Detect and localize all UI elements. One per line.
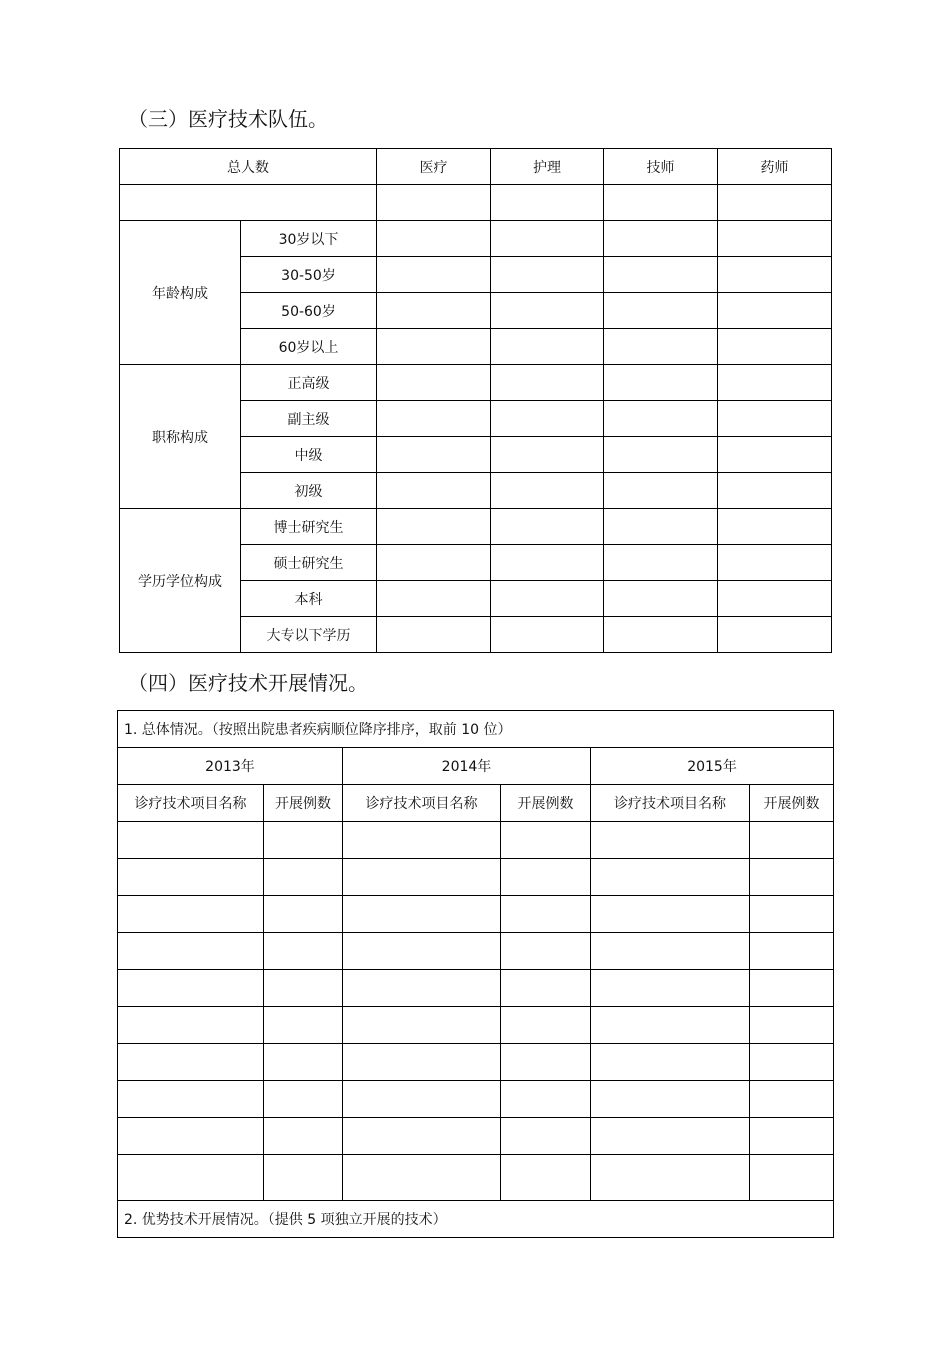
- input-cell[interactable]: [377, 257, 491, 293]
- input-cell[interactable]: [750, 1081, 834, 1118]
- table-row: [118, 859, 834, 896]
- table-row: [118, 970, 834, 1007]
- table-row: [118, 1044, 834, 1081]
- row-label-cell: 30岁以下: [241, 221, 377, 257]
- input-cell[interactable]: [377, 329, 491, 365]
- input-cell[interactable]: [491, 401, 604, 437]
- table-row: [120, 365, 832, 401]
- input-cell[interactable]: [718, 581, 832, 617]
- input-cell[interactable]: [491, 185, 604, 221]
- input-cell[interactable]: [604, 329, 718, 365]
- row-label-cell: 大专以下学历: [241, 617, 377, 653]
- input-cell[interactable]: [591, 970, 750, 1007]
- input-cell[interactable]: [604, 293, 718, 329]
- input-cell[interactable]: [343, 1007, 501, 1044]
- input-cell[interactable]: [750, 1118, 834, 1155]
- input-cell[interactable]: [264, 970, 343, 1007]
- row-label-cell: 初级: [241, 473, 377, 509]
- table-row: [118, 1155, 834, 1201]
- year-header-cell: 2013年: [118, 748, 343, 785]
- table-row: [118, 1007, 834, 1044]
- input-cell[interactable]: [377, 617, 491, 653]
- header-row: [120, 149, 832, 185]
- table-row: [120, 509, 832, 545]
- input-cell[interactable]: [718, 185, 832, 221]
- input-cell[interactable]: [343, 1081, 501, 1118]
- input-cell[interactable]: [604, 437, 718, 473]
- input-cell[interactable]: [491, 365, 604, 401]
- input-cell[interactable]: [118, 1118, 264, 1155]
- advantage-note-row: [118, 1201, 834, 1238]
- row-label-cell: 正高级: [241, 365, 377, 401]
- overall-note-cell: 1. 总体情况。（按照出院患者疾病顺位降序排序，取前 10 位）: [118, 711, 834, 748]
- input-cell[interactable]: [264, 859, 343, 896]
- table-row: [120, 221, 832, 257]
- input-cell[interactable]: [591, 1044, 750, 1081]
- input-cell[interactable]: [750, 859, 834, 896]
- input-cell[interactable]: [118, 933, 264, 970]
- table-row: [118, 1081, 834, 1118]
- input-cell[interactable]: [591, 933, 750, 970]
- year-header-cell: 2014年: [343, 748, 591, 785]
- input-cell[interactable]: [604, 365, 718, 401]
- input-cell[interactable]: [118, 1044, 264, 1081]
- group-label-cell: 学历学位构成: [120, 509, 241, 653]
- input-cell[interactable]: [591, 859, 750, 896]
- input-cell[interactable]: [491, 257, 604, 293]
- input-cell[interactable]: [377, 401, 491, 437]
- input-cell[interactable]: [264, 896, 343, 933]
- total-header-cell: 总人数: [120, 149, 377, 185]
- table-row: [118, 1118, 834, 1155]
- input-cell[interactable]: [264, 822, 343, 859]
- column-header-cell: 护理: [491, 149, 604, 185]
- tech-development-table: [117, 710, 834, 1238]
- input-cell[interactable]: [750, 970, 834, 1007]
- input-cell[interactable]: [591, 1081, 750, 1118]
- column-header-cell: 医疗: [377, 149, 491, 185]
- input-cell[interactable]: [501, 1081, 591, 1118]
- input-cell[interactable]: [718, 257, 832, 293]
- input-cell[interactable]: [343, 1044, 501, 1081]
- row-label-cell: 50-60岁: [241, 293, 377, 329]
- row-label-cell: 本科: [241, 581, 377, 617]
- input-cell[interactable]: [377, 185, 491, 221]
- row-label-cell: 60岁以上: [241, 329, 377, 365]
- input-cell[interactable]: [501, 933, 591, 970]
- input-cell[interactable]: [501, 822, 591, 859]
- input-cell[interactable]: [718, 221, 832, 257]
- input-cell[interactable]: [491, 545, 604, 581]
- input-cell[interactable]: [501, 1118, 591, 1155]
- input-cell[interactable]: [604, 473, 718, 509]
- table-row: [118, 896, 834, 933]
- overall-note-row: [118, 711, 834, 748]
- input-cell[interactable]: [264, 1118, 343, 1155]
- input-cell[interactable]: [604, 617, 718, 653]
- input-cell[interactable]: [718, 293, 832, 329]
- input-cell[interactable]: [604, 257, 718, 293]
- advantage-note-cell: 2. 优势技术开展情况。（提供 5 项独立开展的技术）: [118, 1201, 834, 1238]
- input-cell[interactable]: [118, 1081, 264, 1118]
- input-cell[interactable]: [118, 859, 264, 896]
- input-cell[interactable]: [264, 1081, 343, 1118]
- input-cell[interactable]: [491, 473, 604, 509]
- input-cell[interactable]: [750, 1007, 834, 1044]
- row-label-cell: 30-50岁: [241, 257, 377, 293]
- input-cell[interactable]: [491, 293, 604, 329]
- input-cell[interactable]: [377, 581, 491, 617]
- input-cell[interactable]: [604, 509, 718, 545]
- input-cell[interactable]: [591, 896, 750, 933]
- input-cell[interactable]: [750, 1044, 834, 1081]
- input-cell[interactable]: [377, 221, 491, 257]
- input-cell[interactable]: [491, 329, 604, 365]
- input-cell[interactable]: [118, 822, 264, 859]
- input-cell[interactable]: [501, 1007, 591, 1044]
- row-label-cell: 博士研究生: [241, 509, 377, 545]
- input-cell[interactable]: [120, 185, 377, 221]
- input-cell[interactable]: [501, 896, 591, 933]
- input-cell[interactable]: [750, 822, 834, 859]
- input-cell[interactable]: [264, 1155, 343, 1201]
- row-label-cell: 副主级: [241, 401, 377, 437]
- input-cell[interactable]: [491, 581, 604, 617]
- input-cell[interactable]: [377, 365, 491, 401]
- input-cell[interactable]: [343, 1118, 501, 1155]
- input-cell[interactable]: [377, 545, 491, 581]
- column-header-cell: 药师: [718, 149, 832, 185]
- input-cell[interactable]: [491, 509, 604, 545]
- input-cell[interactable]: [604, 401, 718, 437]
- case-count-header-cell: 开展例数: [501, 785, 591, 822]
- input-cell[interactable]: [501, 1044, 591, 1081]
- input-cell[interactable]: [718, 617, 832, 653]
- input-cell[interactable]: [377, 509, 491, 545]
- input-cell[interactable]: [591, 1007, 750, 1044]
- input-cell[interactable]: [591, 1155, 750, 1201]
- input-cell[interactable]: [264, 933, 343, 970]
- year-header-cell: 2015年: [591, 748, 834, 785]
- input-cell[interactable]: [501, 1155, 591, 1201]
- input-cell[interactable]: [591, 1118, 750, 1155]
- project-name-header-cell: 诊疗技术项目名称: [118, 785, 264, 822]
- input-cell[interactable]: [491, 221, 604, 257]
- input-cell[interactable]: [377, 293, 491, 329]
- input-cell[interactable]: [604, 221, 718, 257]
- input-cell[interactable]: [377, 437, 491, 473]
- column-header-row: [118, 785, 834, 822]
- input-cell[interactable]: [718, 329, 832, 365]
- input-cell[interactable]: [718, 437, 832, 473]
- medical-team-table: [119, 148, 832, 653]
- input-cell[interactable]: [604, 545, 718, 581]
- input-cell[interactable]: [118, 1007, 264, 1044]
- input-cell[interactable]: [343, 822, 501, 859]
- input-cell[interactable]: [264, 1007, 343, 1044]
- year-header-row: [118, 748, 834, 785]
- input-cell[interactable]: [343, 970, 501, 1007]
- case-count-header-cell: 开展例数: [264, 785, 343, 822]
- input-cell[interactable]: [264, 1044, 343, 1081]
- input-cell[interactable]: [491, 437, 604, 473]
- input-cell[interactable]: [750, 896, 834, 933]
- input-cell[interactable]: [750, 933, 834, 970]
- input-cell[interactable]: [750, 1155, 834, 1201]
- input-cell[interactable]: [343, 1155, 501, 1201]
- input-cell[interactable]: [118, 970, 264, 1007]
- input-cell[interactable]: [604, 185, 718, 221]
- input-cell[interactable]: [343, 859, 501, 896]
- group-label-cell: 年龄构成: [120, 221, 241, 365]
- input-cell[interactable]: [718, 401, 832, 437]
- group-label-cell: 职称构成: [120, 365, 241, 509]
- row-label-cell: 硕士研究生: [241, 545, 377, 581]
- input-cell[interactable]: [591, 822, 750, 859]
- case-count-header-cell: 开展例数: [750, 785, 834, 822]
- section4-heading: （四）医疗技术开展情况。: [128, 671, 368, 695]
- input-cell[interactable]: [718, 473, 832, 509]
- project-name-header-cell: 诊疗技术项目名称: [343, 785, 501, 822]
- column-header-cell: 技师: [604, 149, 718, 185]
- input-cell[interactable]: [118, 896, 264, 933]
- input-cell[interactable]: [718, 545, 832, 581]
- table-row: [118, 933, 834, 970]
- input-cell[interactable]: [118, 1155, 264, 1201]
- input-cell[interactable]: [377, 473, 491, 509]
- input-cell[interactable]: [604, 581, 718, 617]
- project-name-header-cell: 诊疗技术项目名称: [591, 785, 750, 822]
- input-cell[interactable]: [343, 933, 501, 970]
- total-value-row: [120, 185, 832, 221]
- input-cell[interactable]: [501, 970, 591, 1007]
- table-row: [118, 822, 834, 859]
- input-cell[interactable]: [718, 365, 832, 401]
- input-cell[interactable]: [491, 617, 604, 653]
- section3-heading: （三）医疗技术队伍。: [128, 107, 328, 131]
- input-cell[interactable]: [343, 896, 501, 933]
- input-cell[interactable]: [501, 859, 591, 896]
- row-label-cell: 中级: [241, 437, 377, 473]
- input-cell[interactable]: [718, 509, 832, 545]
